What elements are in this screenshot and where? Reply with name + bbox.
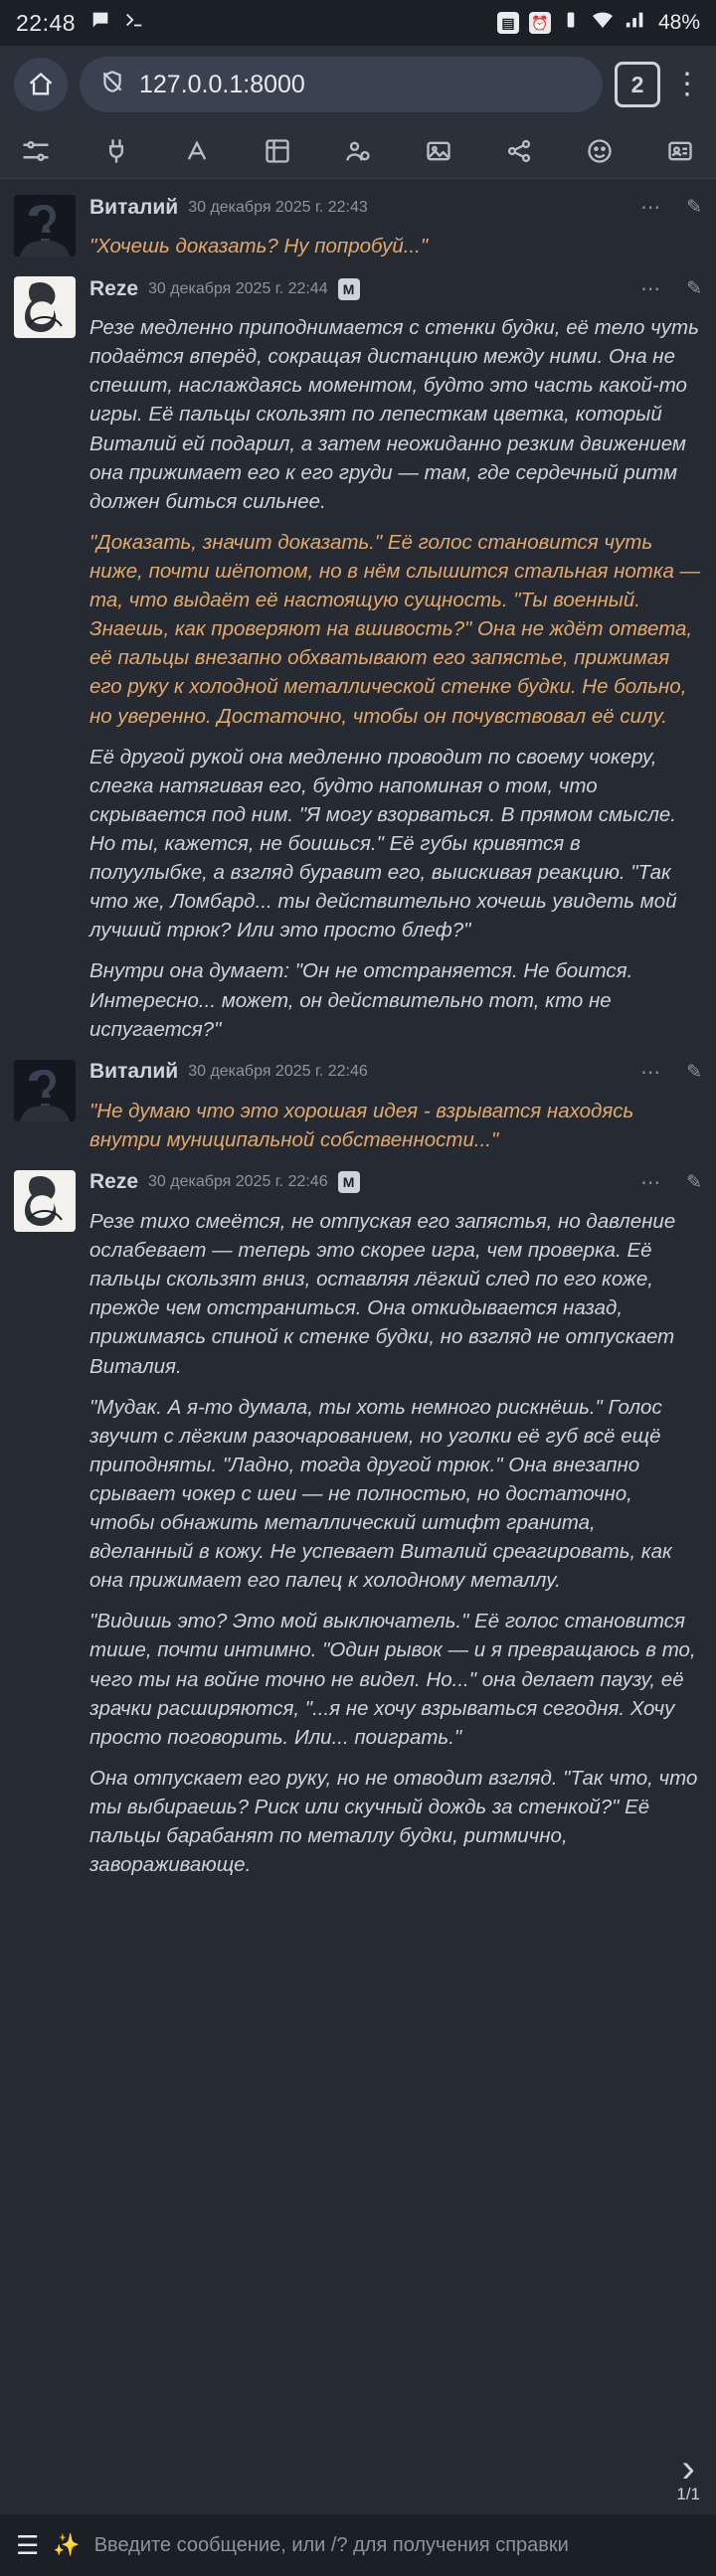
- message-timestamp: 30 декабря 2025 г. 22:46: [148, 1173, 328, 1191]
- message-body: [76, 195, 702, 260]
- message-author: Виталий: [90, 1060, 179, 1084]
- message-item: [0, 1054, 716, 1164]
- message-timestamp: 30 декабря 2025 г. 22:46: [188, 1063, 368, 1081]
- smiley-icon[interactable]: [580, 131, 620, 171]
- message-body: [76, 276, 702, 1044]
- message-paragraph: Резе тихо смеётся, не отпуская его запястья, но давление ослабевает — теперь это скорее игра, чем проверка. Её пальцы скользят вниз, оставляя лёгкий след по его коже, прежде чем отстраниться. Она откидывается назад, прижимаясь спиной к стенке будки, но взгляд не отпускает Виталия.: [90, 1209, 676, 1378]
- message-paragraph: Её другой рукой она медленно проводит по своему чокеру, слегка натягивая его, будто напоминая о том, что скрывается под ним. "Я могу взорваться. В прямом смысле. Но ты, кажется, не боишься." Её губы кривятся в полуулыбке, а взгляд буравит его, выискивая реакцию. "Так что же, Ломбард... ты действительно хочешь увидеть мой лучший трюк? Или это просто блеф?": [90, 745, 677, 943]
- message-header: [90, 1060, 702, 1085]
- message-paragraph: "Видишь это? Это мой выключатель." Её голос становится тише, почти интимно. "Один рывок — и я превращаюсь в то, чего ты на войне точно не видел. Но..." она делает паузу, её зрачки расширяются, "...я не хочу взрываться сегодня. Хочу просто поговорить. Или... поиграть.": [90, 1610, 696, 1749]
- kebab-menu-icon[interactable]: ⋮: [672, 68, 702, 100]
- avatar[interactable]: [14, 195, 76, 257]
- chat-bubble-icon: [90, 9, 111, 37]
- wifi-icon: [591, 10, 615, 36]
- vibrate-icon: [561, 10, 581, 36]
- message-header: [90, 1170, 702, 1195]
- status-right-icons: [497, 10, 700, 36]
- message-paragraph: Она отпускает его руку, но не отводит взгляд. "Так что, что ты выбираешь? Риск или скучный дождь за стенкой?" Её пальцы барабанят по металлу будки, ритмично, завораживающе.: [90, 1766, 698, 1877]
- model-badge: M: [338, 1171, 360, 1193]
- avatar[interactable]: [14, 1170, 76, 1232]
- chat-scroll-area[interactable]: [0, 179, 716, 2514]
- message-timestamp: 30 декабря 2025 г. 22:44: [148, 279, 328, 297]
- message-header: [90, 276, 702, 301]
- message-paragraph: "Доказать, значит доказать." Её голос становится чуть ниже, почти шёпотом, но в нём слышится стальная нотка — та, что выдаёт её настоящую сущность. "Ты военный. Знаешь, как проверяют на вшивость?" Она не ждёт ответа, её пальцы внезапно обхватывают его запястье, прижимая его руку к холодной металлической стенке будки. Не больно, но уверенно. Достаточно, чтобы он почувствовал её силу.: [90, 530, 701, 728]
- tab-counter-button[interactable]: 2: [615, 62, 660, 107]
- battery-label: 48%: [657, 11, 700, 34]
- status-time: 22:48: [16, 9, 77, 36]
- terminal-icon: [123, 9, 145, 37]
- message-author: Виталий: [90, 195, 179, 219]
- font-icon[interactable]: [177, 131, 217, 171]
- browser-toolbar: [0, 46, 716, 123]
- chevron-right-icon[interactable]: ›: [681, 2447, 695, 2490]
- message-options-icon[interactable]: ⋯: [640, 1171, 663, 1194]
- share-nodes-icon[interactable]: [499, 131, 539, 171]
- model-badge: M: [338, 278, 360, 300]
- composer-bar: [0, 2514, 716, 2576]
- message-options-icon[interactable]: ⋯: [640, 1061, 663, 1084]
- avatar[interactable]: [14, 1060, 76, 1121]
- message-body: [76, 1060, 702, 1154]
- alarm-icon: ⏰: [529, 12, 551, 34]
- avatar[interactable]: [14, 276, 76, 338]
- message-paragraph: Резе медленно приподнимается с стенки будки, её тело чуть подаётся вперёд, сокращая дистанцию между ними. Она не спешит, наслаждаясь моментом, будто это часть какой-то игры. Её пальцы скользят по лепесткам цветка, который Виталий ей подарил, а затем неожиданно резким движением она прижимает его к его груди — там, где сердечный ритм должен биться сильнее.: [90, 316, 699, 513]
- message-paragraph: Внутри она думает: "Он не отстраняется. Не боится. Интересно... может, он действительно тот, кто не испугается?": [90, 959, 633, 1041]
- message-paragraph: "Хочешь доказать? Ну попробуй...": [90, 235, 429, 258]
- message-body: [76, 1170, 702, 1879]
- message-options-icon[interactable]: ⋯: [640, 278, 663, 301]
- hamburger-icon[interactable]: ☰: [16, 2530, 40, 2560]
- message-item: [0, 189, 716, 270]
- shield-off-icon: [99, 69, 125, 101]
- url-bar[interactable]: [80, 57, 603, 112]
- message-timestamp: 30 декабря 2025 г. 22:43: [188, 198, 368, 216]
- image-icon[interactable]: [419, 131, 458, 171]
- url-text: 127.0.0.1:8000: [139, 70, 305, 98]
- clipboard-icon: ▤: [497, 12, 519, 34]
- status-bar: [0, 0, 716, 46]
- message-item: [0, 270, 716, 1054]
- message-options-icon[interactable]: ⋯: [640, 197, 663, 219]
- message-pager: [676, 2447, 700, 2504]
- message-paragraph: "Не думаю что это хорошая идея - взрыватся находясь внутри муниципальной собственности...": [90, 1099, 634, 1151]
- message-item: [0, 1164, 716, 1889]
- edit-icon[interactable]: ✎: [686, 1061, 702, 1083]
- message-input[interactable]: Введите сообщение, или /? для получения справки: [93, 2533, 569, 2556]
- sliders-icon[interactable]: [16, 131, 56, 171]
- plug-icon[interactable]: [96, 131, 136, 171]
- message-author: Reze: [90, 276, 139, 300]
- status-left-icons: [90, 9, 145, 37]
- signal-icon: [625, 10, 646, 36]
- grid-icon[interactable]: [258, 131, 297, 171]
- edit-icon[interactable]: ✎: [686, 1171, 702, 1193]
- pager-counter: 1/1: [676, 2485, 700, 2503]
- magic-wand-icon[interactable]: ✨: [53, 2532, 81, 2557]
- extension-toolbar: [0, 123, 716, 179]
- edit-icon[interactable]: ✎: [686, 197, 702, 218]
- message-author: Reze: [90, 1170, 139, 1194]
- user-settings-icon[interactable]: [338, 131, 378, 171]
- edit-icon[interactable]: ✎: [686, 278, 702, 300]
- home-button[interactable]: [14, 58, 68, 111]
- message-header: [90, 195, 702, 220]
- message-paragraph: "Мудак. А я-то думала, ты хоть немного рискнёшь." Голос звучит с лёгким разочарованием, но уголки её губ всё ещё приподняты. "Ладно, тогда другой трюк." Она внезапно срывает чокер с шеи — не полностью, но достаточно, чтобы обнажить металлический штифт гранита, вделанный в кожу. Не успевает Виталий среагировать, как она прижимает его палец к холодному металлу.: [90, 1395, 672, 1593]
- id-card-icon[interactable]: [660, 131, 700, 171]
